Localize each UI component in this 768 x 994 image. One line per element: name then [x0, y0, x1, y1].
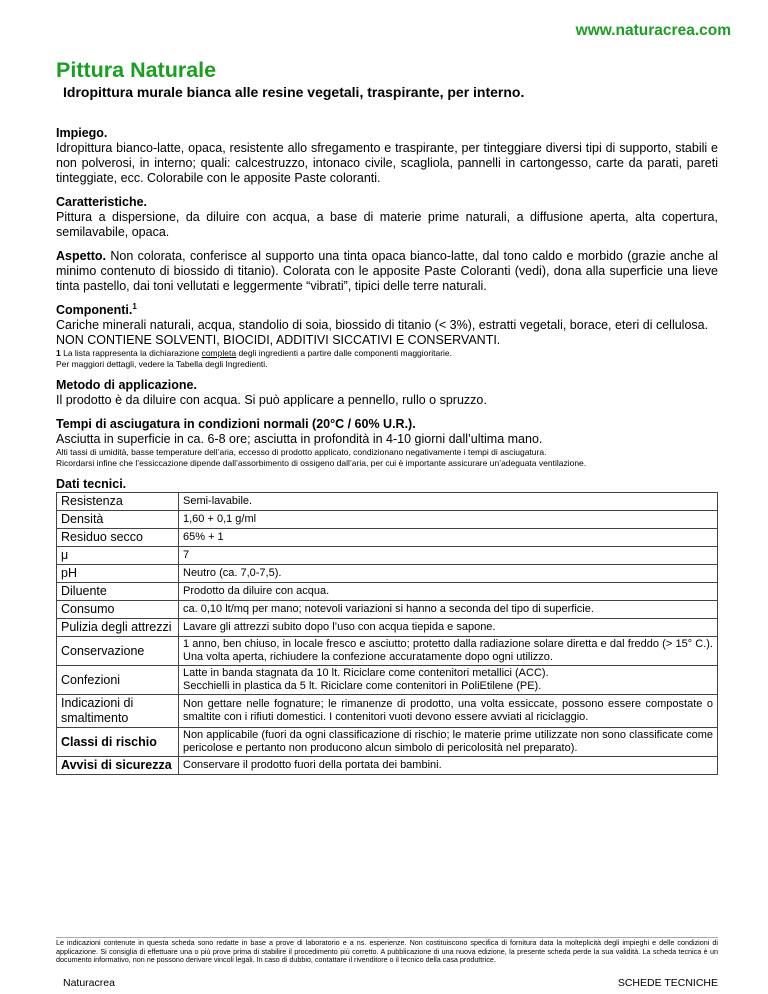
tech-value-text: 7 — [183, 549, 190, 561]
tech-table — [56, 492, 718, 775]
footer-section-label: SCHEDE TECNICHE — [617, 977, 718, 989]
tech-label: Densità — [57, 511, 179, 529]
componenti-heading-text: Componenti. — [56, 303, 133, 317]
tech-value-text: Semi-lavabile. — [183, 495, 253, 507]
section-text: Idropittura bianco-latte, opaca, resistente allo sfregamento e traspirante, per tinteggiare diversi tipi di supporto, stabili e non polverosi, in interno; quali: calcestruzzo, intonaco civile, scagliola, pannelli in cartongesso, carte da parati, pareti tinteggiate, ecc. Colorabile con le apposite Paste coloranti. — [56, 141, 718, 185]
tempi-note-1: Alti tassi di umidità, basse temperature dell’aria, eccesso di prodotto applicato, condizionano negativamente i tempi di asciugatura. — [56, 447, 547, 457]
tech-row — [57, 695, 718, 728]
section-aspetto — [56, 249, 718, 294]
section-text — [56, 249, 718, 294]
tech-heading: Dati tecnici. — [56, 477, 127, 491]
tech-label: Avvisi di sicurezza — [57, 757, 179, 775]
tech-label: Resistenza — [57, 493, 179, 511]
tech-row — [57, 511, 718, 529]
tech-value — [179, 583, 718, 601]
tech-row — [57, 583, 718, 601]
tech-value — [179, 666, 718, 695]
document-body — [56, 126, 718, 775]
section-caps-text: NON CONTIENE SOLVENTI, BIOCIDI, ADDITIVI SICCATIVI E CONSERVANTI. — [56, 333, 501, 347]
section-heading: Impiego. — [56, 126, 108, 140]
section-text: Pittura a dispersione, da diluire con acqua, a base di materie prime naturali, a diffusione aperta, alta copertura, semilavabile, opaca. — [56, 210, 718, 239]
tech-label: Consumo — [57, 601, 179, 619]
tech-value — [179, 637, 718, 666]
footnote-number: 1 — [56, 348, 61, 358]
tech-row — [57, 601, 718, 619]
section-text: Il prodotto è da diluire con acqua. Si può applicare a pennello, rullo o spruzzo. — [56, 393, 487, 407]
tech-value-text: ca. 0,10 lt/mq per mano; notevoli variazioni si hanno a seconda del tipo di superficie. — [183, 603, 594, 615]
footnote-text-a: La lista rappresenta la dichiarazione — [63, 348, 200, 358]
tech-row — [57, 565, 718, 583]
tech-value — [179, 493, 718, 511]
page-subtitle: Idropittura murale bianca alle resine vegetali, traspirante, per interno. — [63, 84, 525, 100]
aspetto-text: Non colorata, conferisce al supporto una tinta opaca bianco-latte, dal tono caldo e morbido (grazie anche al minimo contenuto di biossido di titanio). Colorata con le apposite Paste Coloranti (vedi), dona alla superficie una lieve tinta pastello, dai toni vellutati e leggermente “vibrati”, tipici delle terre naturali. — [56, 249, 719, 293]
tech-value-text: Non gettare nelle fognature; le rimanenze di prodotto, una volta essiccate, possono essere compostate o smaltite con i rifiuti domestici. I contenitori vuoti devono essere avviati al riciclaggio. — [183, 698, 713, 723]
tech-row — [57, 728, 718, 757]
section-heading: Tempi di asciugatura in condizioni normali (20°C / 60% U.R.). — [56, 417, 416, 431]
tech-label: Confezioni — [57, 666, 179, 695]
section-impiego — [56, 126, 718, 186]
tech-value — [179, 601, 718, 619]
section-metodo — [56, 378, 718, 408]
tech-value — [179, 619, 718, 637]
footnote-text-2: Per maggiori dettagli, vedere la Tabella degli Ingredienti. — [56, 358, 268, 369]
tempi-note — [56, 447, 718, 468]
tech-row — [57, 529, 718, 547]
tech-row — [57, 757, 718, 775]
tech-label: Conservazione — [57, 637, 179, 666]
footnote-underlined: completa — [201, 348, 237, 358]
section-text: Cariche minerali naturali, acqua, standolio di soia, biossido di titanio (< 3%), estratti vegetali, borace, eteri di cellulosa. — [56, 318, 709, 332]
section-text: Asciutta in superficie in ca. 6-8 ore; asciutta in profondità in 4-10 giorni dall’ultima mano. — [56, 432, 543, 446]
footnote-marker: 1 — [132, 301, 137, 311]
tech-value-text: Conservare il prodotto fuori della portata dei bambini. — [183, 759, 442, 771]
tech-label: Classi di rischio — [57, 728, 179, 757]
tech-value-text: Prodotto da diluire con acqua. — [183, 585, 330, 597]
section-heading: Caratteristiche. — [56, 195, 148, 209]
tech-row — [57, 547, 718, 565]
tech-row — [57, 619, 718, 637]
section-heading: Aspetto. — [56, 249, 106, 263]
tech-label: pH — [57, 565, 179, 583]
disclaimer: Le indicazioni contenute in questa scheda sono redatte in base a prove di laboratorio e a ns. esperienze. Non costituiscono specifica di fornitura data la molteplicità degli impieghi e delle condizioni di applicazione. Si consiglia di effettuare una o più prove prima di stabilire il procedimento più corretto. A pubblicazione di una nuova edizione, la presente scheda perde la sua validità. La scheda tecnica è un documento informativo, non ne possono derivare vincoli legali. In caso di dubbio, contattare il rivenditore o il tecnico della casa produttrice. — [56, 938, 718, 964]
tech-value — [179, 757, 718, 775]
footnote-text-b: degli ingredienti a partire dalle componenti maggioritarie. — [238, 348, 453, 358]
tech-label: Indicazioni di smaltimento — [57, 695, 179, 728]
tech-label: Diluente — [57, 583, 179, 601]
tempi-note-2: Ricordarsi infine che l’essiccazione dipende dall’assorbimento di ossigeno dall’aria, per cui è importante assicurare un’adeguata ventilazione. — [56, 457, 587, 468]
tech-value-text: Lavare gli attrezzi subito dopo l’uso con acqua tiepida e sapone. — [183, 621, 496, 633]
tech-value-text: 1 anno, ben chiuso, in locale fresco e asciutto; protetto dalla radiazione solare diretta e dal freddo (> 15° C.). Una volta aperta, richiudere la confezione accuratamente dopo ogni utilizzo. — [183, 638, 713, 663]
tech-value-text-2: Secchielli in plastica da 5 lt. Riciclare come contenitori in PoliEtilene (PE). — [183, 680, 542, 692]
footnote — [56, 348, 718, 369]
tech-value — [179, 695, 718, 728]
tech-row — [57, 493, 718, 511]
section-caratteristiche — [56, 195, 718, 240]
tech-value-text: Neutro (ca. 7,0-7,5). — [183, 567, 282, 579]
tech-value-text: 65% + 1 — [183, 531, 224, 543]
tech-value — [179, 565, 718, 583]
footer-brand: Naturacrea — [63, 977, 115, 989]
section-heading: Metodo di applicazione. — [56, 378, 197, 392]
section-heading — [56, 303, 718, 318]
tech-value-text: 1,60 + 0,1 g/ml — [183, 513, 257, 525]
tech-value-text: Latte in banda stagnata da 10 lt. Riciclare come contenitori metallici (ACC). — [183, 667, 549, 679]
tech-value — [179, 728, 718, 757]
tech-label: Residuo secco — [57, 529, 179, 547]
tech-value-text: Non applicabile (fuori da ogni classificazione di rischio; le materie prime utilizzate non sono classificate come pericolose e pertanto non producono alcun simbolo di pericolosità nel preparato). — [183, 729, 713, 754]
section-componenti — [56, 303, 718, 369]
tech-value — [179, 529, 718, 547]
tech-row — [57, 666, 718, 695]
tech-label: Pulizia degli attrezzi — [57, 619, 179, 637]
tech-value — [179, 547, 718, 565]
section-tempi — [56, 417, 718, 468]
tech-value — [179, 511, 718, 529]
tech-row — [57, 637, 718, 666]
page-title: Pittura Naturale — [56, 58, 217, 82]
website-link[interactable]: www.naturacrea.com — [575, 22, 731, 39]
tech-label: μ — [57, 547, 179, 565]
